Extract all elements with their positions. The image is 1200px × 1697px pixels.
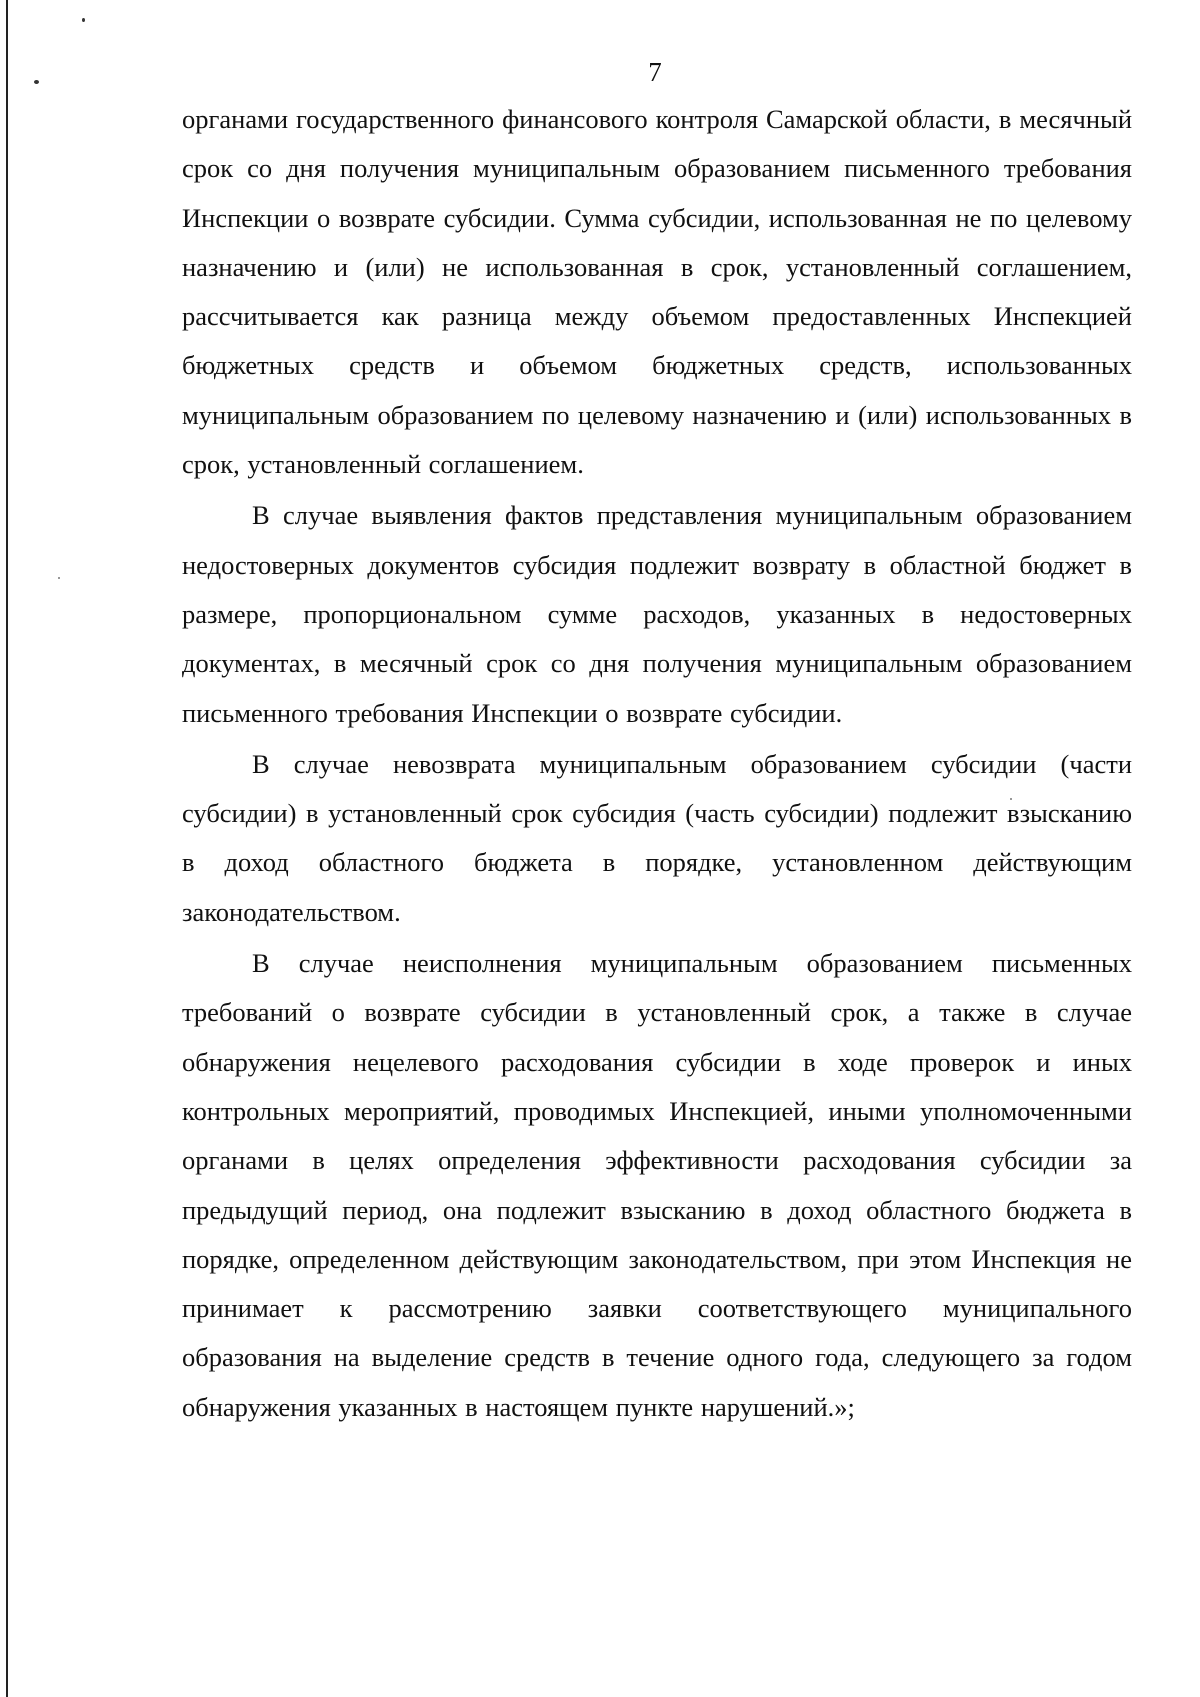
document-body xyxy=(182,95,1132,1434)
scan-speck xyxy=(82,18,85,22)
scan-edge-line xyxy=(6,0,8,1697)
paragraph-false-documents: В случае выявления фактов представления муниципальным образованием недостоверных документов субсидия подлежит возврату в областной бюджет в размере, пропорциональном сумме расходов, указанных в недостоверных документах, в месячный срок со дня получения муниципальным образованием письменного требования Инспекции о возврате субсидии. xyxy=(182,500,1132,728)
paragraph-non-return: В случае невозврата муниципальным образованием субсидии (части субсидии) в установленный срок субсидия (часть субсидии) подлежит взысканию в доход областного бюджета в порядке, установленном действующим законодательством. xyxy=(182,748,1132,927)
page-number: 7 xyxy=(648,57,662,87)
paragraph-continuation: органами государственного финансового контроля Самарской области, в месячный срок со дня получения муниципальным образованием письменного требования Инспекции о возврате субсидии. Сумма субсидии, использованная не по целевому назначению и (или) не использованная в срок, установленный соглашением, рассчитывается как разница между объемом предоставленных Инспекцией бюджетных средств и объемом бюджетных средств, использованных муниципальным образованием по целевому назначению и (или) использованных в срок, установленный соглашением. xyxy=(182,104,1132,480)
scan-speck xyxy=(58,577,60,579)
paragraph-non-fulfillment: В случае неисполнения муниципальным образованием письменных требований о возврате субсидии в установленный срок, а также в случае обнаружения нецелевого расходования субсидии в ходе проверок и иных контрольных мероприятий, проводимых Инспекцией, иными уполномоченными органами в целях определения эффективности расходования субсидии за предыдущий период, она подлежит взысканию в доход областного бюджета в порядке, определенном действующим законодательством, при этом Инспекция не принимает к рассмотрению заявки соответствующего муниципального образования на выделение средств в течение одного года, следующего за годом обнаружения указанных в настоящем пункте нарушений.»; xyxy=(182,948,1132,1422)
